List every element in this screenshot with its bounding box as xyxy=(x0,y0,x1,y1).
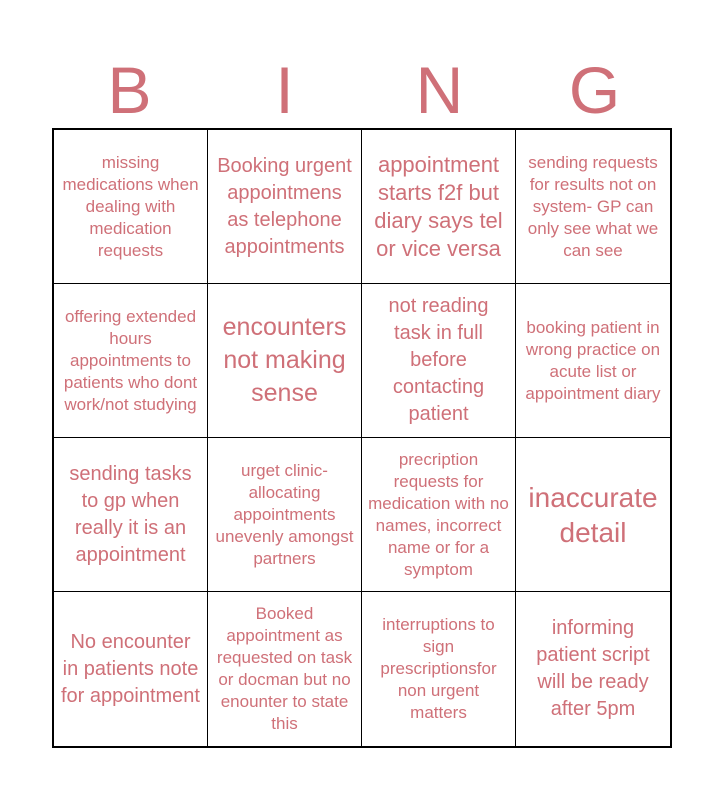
bingo-cell-text: booking patient in wrong practice on acute list or appointment diary xyxy=(525,317,661,403)
bingo-cell-r4-c2[interactable] xyxy=(208,592,362,746)
bingo-cell-text: No encounter in patients note for appointment xyxy=(61,630,200,707)
bingo-cell-r1-c1[interactable] xyxy=(54,130,208,284)
bingo-cell-text: urget clinic- allocating appointments unevenly amongst partners xyxy=(215,460,354,568)
header-letter-g: G xyxy=(568,53,621,127)
bingo-cell-r2-c3[interactable] xyxy=(362,284,516,438)
bingo-cell-text: interruptions to sign prescriptionsfor non urgent matters xyxy=(380,615,497,722)
bingo-cell-text: not reading task in full before contacting patient xyxy=(388,295,489,425)
header-letter-n: N xyxy=(415,53,464,127)
bingo-cell-text: missing medications when dealing with medication requests xyxy=(62,152,199,260)
bingo-board xyxy=(52,128,672,748)
bingo-cell-text: inaccurate detail xyxy=(528,481,658,548)
bingo-cell-text: sending requests for results not on system- GP can only see what we can see xyxy=(527,152,659,260)
bingo-cell-text: precription requests for medication with no names, incorrect name or for a symptom xyxy=(368,449,509,579)
bingo-cell-text: offering extended hours appointments to patients who dont work/not studying xyxy=(63,306,198,414)
header-letter-b: B xyxy=(107,53,152,127)
bingo-cell-r1-c2[interactable] xyxy=(208,130,362,284)
bingo-cell-text: informing patient script will be ready after 5pm xyxy=(536,617,650,720)
bingo-cell-text: Booked appointment as requested on task or docman but no enounter to state this xyxy=(216,604,353,733)
bingo-cell-r2-c1[interactable] xyxy=(54,284,208,438)
bingo-cell-r4-c1[interactable] xyxy=(54,592,208,746)
bingo-cell-r3-c4[interactable] xyxy=(516,438,670,592)
bingo-cell-r4-c4[interactable] xyxy=(516,592,670,746)
bingo-cell-r2-c2[interactable] xyxy=(208,284,362,438)
bingo-cell-text: sending tasks to gp when really it is an appointment xyxy=(69,462,192,566)
bingo-cell-text: appointment starts f2f but diary says tel or vice versa xyxy=(374,151,503,261)
bingo-cell-r1-c3[interactable] xyxy=(362,130,516,284)
bingo-cell-text: encounters not making sense xyxy=(222,313,347,407)
bingo-cell-r1-c4[interactable] xyxy=(516,130,670,284)
bingo-cell-r3-c1[interactable] xyxy=(54,438,208,592)
bingo-cell-text: Booking urgent appointmens as telephone appointments xyxy=(217,154,352,258)
bingo-cell-r2-c4[interactable] xyxy=(516,284,670,438)
bingo-header xyxy=(52,52,672,128)
bingo-cell-r4-c3[interactable] xyxy=(362,592,516,746)
bingo-cell-r3-c2[interactable] xyxy=(208,438,362,592)
header-letter-i: I xyxy=(275,53,294,127)
bingo-cell-r3-c3[interactable] xyxy=(362,438,516,592)
